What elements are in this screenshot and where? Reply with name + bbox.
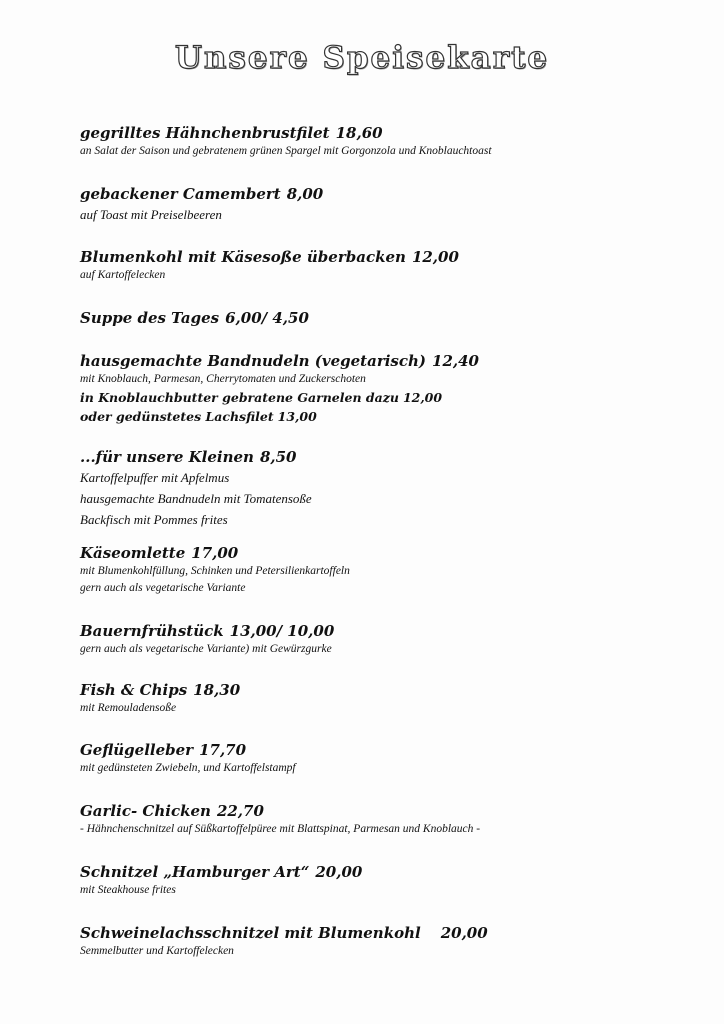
dish-description: mit Knoblauch, Parmesan, Cherrytomaten und Zuckerschoten [80, 373, 366, 385]
dish-name: hausgemachte Bandnudeln (vegetarisch) [80, 352, 427, 370]
menu-item [80, 740, 680, 777]
dish-name: Garlic- Chicken [80, 802, 211, 820]
dish-heading [80, 862, 680, 882]
menu-item [80, 862, 680, 899]
dish-price: 17,00 [191, 544, 239, 562]
menu-item [80, 801, 680, 838]
dish-price: 12,00 [411, 248, 459, 266]
dish-price: 18,30 [193, 681, 241, 699]
dish-heading [80, 543, 680, 563]
menu-title: Unsere Speisekarte [174, 40, 550, 76]
dish-price: 8,00 [286, 185, 324, 203]
dish-heading [80, 740, 680, 760]
dish-price: 20,00 [315, 863, 363, 881]
dish-price: 22,70 [216, 802, 264, 820]
dish-heading [80, 680, 680, 700]
menu-item [80, 543, 680, 597]
dish-name: ...für unsere Kleinen [80, 448, 254, 466]
dish-heading [80, 308, 680, 328]
extra-name: in Knoblauchbutter gebratene Garnelen dazu [80, 390, 399, 405]
dish-description: auf Toast mit Preiselbeeren [80, 207, 222, 222]
dish-name: gegrilltes Hähnchenbrustfilet [80, 124, 330, 142]
dish-name: Schnitzel „Hamburger Art“ [80, 863, 310, 881]
dish-price: 17,70 [199, 741, 247, 759]
dish-name: Geflügelleber [80, 741, 194, 759]
dish-price: 18,60 [335, 124, 383, 142]
dish-option: Kartoffelpuffer mit Apfelmus [80, 470, 230, 485]
dish-heading [80, 351, 680, 371]
dish-description: auf Kartoffelecken [80, 269, 166, 281]
dish-price: 8,50 [259, 448, 297, 466]
dish-description: an Salat der Saison und gebratenem grünen Spargel mit Gorgonzola und Knoblauchtoast [80, 145, 492, 157]
menu-item [80, 123, 680, 160]
extra-name: oder gedünstetes Lachsfilet [80, 409, 274, 424]
dish-option: Backfisch mit Pommes frites [80, 512, 228, 527]
dish-heading [80, 801, 680, 821]
dish-name: Schweinelachsschnitzel mit Blumenkohl [80, 924, 421, 942]
dish-heading [80, 621, 680, 641]
dish-name: Suppe des Tages [80, 309, 220, 327]
menu-item [80, 621, 680, 658]
menu-item [80, 351, 680, 426]
menu-item [80, 184, 680, 225]
dish-heading [80, 123, 680, 143]
dish-extra [80, 407, 680, 426]
dish-description: mit Blumenkohlfüllung, Schinken und Petersilienkartoffeln [80, 565, 350, 577]
menu-item [80, 447, 680, 530]
dish-description: - Hähnchenschnitzel auf Süßkartoffelpüree mit Blattspinat, Parmesan und Knoblauch - [80, 823, 481, 835]
menu-item [80, 680, 680, 717]
dish-heading [80, 184, 680, 204]
dish-description: gern auch als vegetarische Variante [80, 582, 246, 594]
dish-heading [80, 247, 680, 267]
extra-price: 13,00 [277, 409, 317, 424]
dish-price: 6,00/ 4,50 [225, 309, 309, 327]
dish-description: gern auch als vegetarische Variante) mit Gewürzgurke [80, 643, 332, 655]
dish-price: 12,40 [432, 352, 479, 370]
dish-name: Blumenkohl mit Käsesoße überbacken [80, 248, 406, 266]
extra-price: 12,00 [402, 390, 443, 405]
dish-heading [80, 923, 680, 943]
dish-price: 20,00 [440, 924, 488, 942]
menu-item [80, 923, 680, 960]
dish-description: Semmelbutter und Kartoffelecken [80, 945, 234, 957]
dish-heading [80, 447, 680, 467]
dish-description: mit gedünsteten Zwiebeln, und Kartoffelstampf [80, 762, 296, 774]
dish-extra [80, 388, 680, 407]
dish-name: gebackener Camembert [80, 185, 281, 203]
dish-description: mit Steakhouse frites [80, 884, 176, 896]
menu-item [80, 308, 680, 328]
dish-price: 13,00/ 10,00 [229, 622, 335, 640]
dish-option: hausgemachte Bandnudeln mit Tomatensoße [80, 491, 312, 506]
menu-item [80, 247, 680, 284]
dish-name: Käseomlette [80, 544, 186, 562]
dish-name: Fish & Chips [80, 681, 188, 699]
dish-name: Bauernfrühstück [80, 622, 224, 640]
dish-description: mit Remouladensoße [80, 702, 177, 714]
